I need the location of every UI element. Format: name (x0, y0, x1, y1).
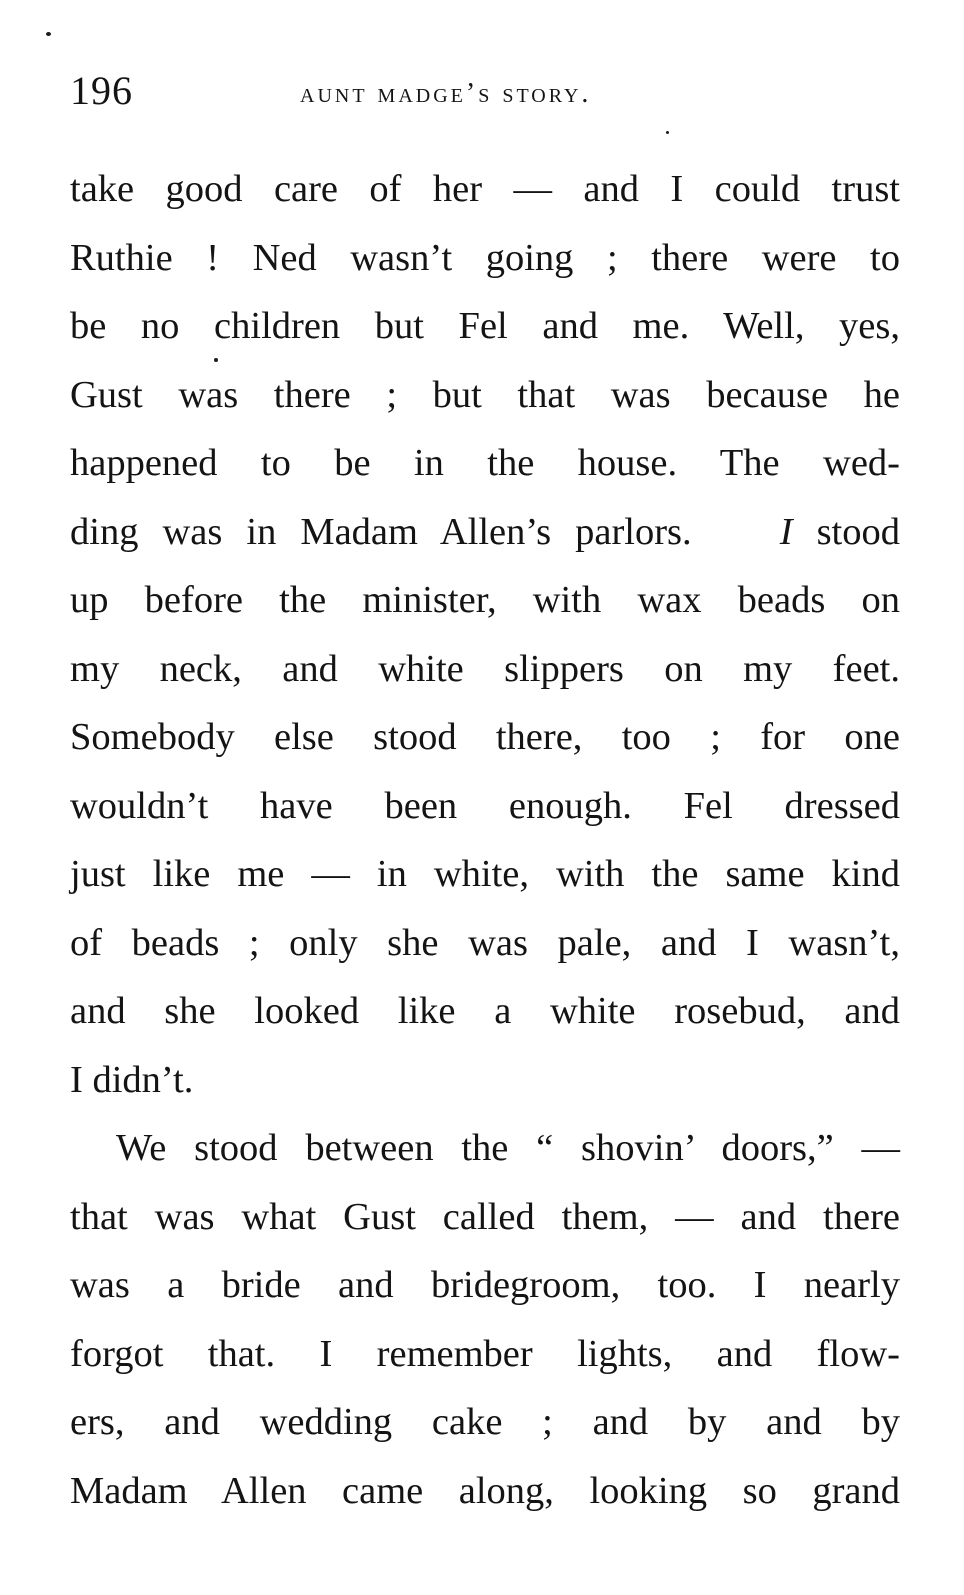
italic-word: I (779, 510, 793, 553)
text-line: Gust was there ; but that was because he (70, 373, 900, 416)
text-line: take good care of her — and I could trust (70, 168, 900, 210)
text-line: ers, and wedding cake ; and by and by (70, 1401, 900, 1443)
paragraph (70, 1114, 900, 1525)
text-run: stood (816, 510, 901, 553)
text-line: be no children but Fel and me. Well, yes, (70, 305, 900, 347)
text-line: I didn’t. (70, 1058, 194, 1101)
text-line: that was what Gust called them, — and there (70, 1195, 900, 1238)
text-line: Madam Allen came along, looking so grand (70, 1469, 900, 1512)
text-line: Ruthie ! Ned wasn’t going ; there were to (70, 236, 900, 279)
text-line: forgot that. I remember lights, and flow- (70, 1332, 900, 1375)
text-line: wouldn’t have been enough. Fel dressed (70, 784, 900, 827)
text-line: up before the minister, with wax beads on (70, 579, 900, 621)
text-line: was a bride and bridegroom, too. I nearly (70, 1264, 900, 1306)
text-line: just like me — in white, with the same kind (70, 853, 900, 895)
running-head (70, 66, 900, 116)
ink-speck (46, 32, 51, 36)
text-line: happened to be in the house. The wed- (70, 442, 900, 484)
text-line: We stood between the “ shovin’ doors,” — (116, 1127, 900, 1169)
text-run: ding was in Madam Allen’s parlors. (70, 510, 692, 553)
header-title: aunt madge’s story. (300, 78, 592, 109)
text-line-mixed (70, 498, 900, 567)
text-line: Somebody else stood there, too ; for one (70, 716, 900, 758)
paragraph (70, 155, 900, 1114)
text-line: and she looked like a white rosebud, and (70, 990, 900, 1032)
text-line: my neck, and white slippers on my feet. (70, 647, 900, 690)
text-line: of beads ; only she was pale, and I wasn’t, (70, 921, 900, 964)
ink-speck (666, 131, 669, 134)
body-text (70, 155, 900, 1525)
page-number: 196 (70, 68, 133, 113)
